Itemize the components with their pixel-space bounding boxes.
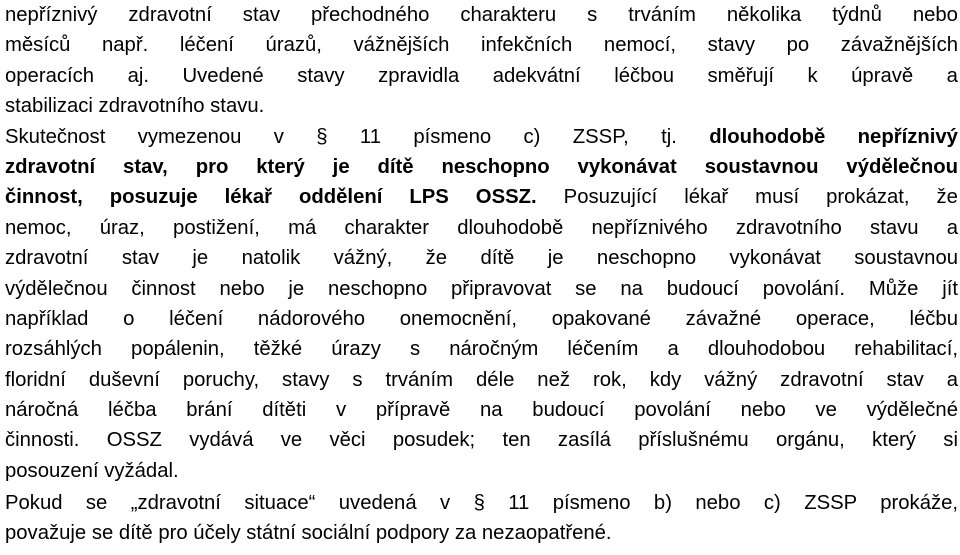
text-line: například o léčení nádorového onemocnění, opakované závažné operace, léčbu <box>5 307 958 330</box>
paragraph-conclusion <box>0 488 960 549</box>
text-line: rozsáhlých popálenin, těžké úrazy s náročným léčením a dlouhodobou rehabilitací, <box>5 338 958 361</box>
text-line: stabilizaci zdravotního stavu. <box>5 95 265 118</box>
text-line: zdravotní stav je natolik vážný, že dítě je neschopno vykonávat soustavnou <box>5 247 959 270</box>
text-normal: Posuzující lékař musí prokázat, že <box>563 186 958 209</box>
text-line <box>5 152 958 182</box>
text-line-mixed <box>5 122 958 152</box>
text-normal: Skutečnost vymezenou v § 11 písmeno c) ZSSP, tj. <box>5 125 677 148</box>
text-bold: zdravotní stav, pro který je dítě neschopno vykonávat soustavnou výdělečnou <box>5 155 959 178</box>
text-bold: činnost, posuzuje lékař oddělení LPS OSSZ. <box>5 186 537 209</box>
text-line: nemoc, úraz, postižení, má charakter dlouhodobě nepříznivého zdravotního stavu a <box>5 216 959 239</box>
text-line-mixed <box>5 182 958 212</box>
text-line: výdělečnou činnost nebo je neschopno připravovat se na budoucí povolání. Může jít <box>5 277 959 300</box>
text-line: nepříznivý zdravotní stav přechodného charakteru s trváním několika týdnů nebo <box>5 4 958 26</box>
text-line: posouzení vyžádal. <box>5 459 179 482</box>
text-line: Pokud se „zdravotní situace“ uvedená v § 11 písmeno b) nebo c) ZSSP prokáže, <box>5 492 959 514</box>
paragraph-health-temporary <box>0 0 960 122</box>
text-line: náročná léčba brání dítěti v přípravě na budoucí povolání nebo ve výdělečné <box>5 399 958 422</box>
text-line: operacích aj. Uvedené stavy zpravidla adekvátní léčbou směřují k úpravě a <box>5 64 958 87</box>
text-bold: dlouhodobě nepříznivý <box>709 125 958 148</box>
text-line: považuje se dítě pro účely státní sociální podpory za nezaopatřené. <box>5 522 612 545</box>
text-line: měsíců např. léčení úrazů, vážnějších infekčních nemocí, stavy po závažnějších <box>5 34 959 57</box>
text-line: činnosti. OSSZ vydává ve věci posudek; ten zasílá příslušnému orgánu, který si <box>5 429 958 452</box>
paragraph-long-term-health <box>0 122 960 487</box>
text-line: floridní duševní poruchy, stavy s trváním déle než rok, kdy vážný zdravotní stav a <box>5 368 958 391</box>
